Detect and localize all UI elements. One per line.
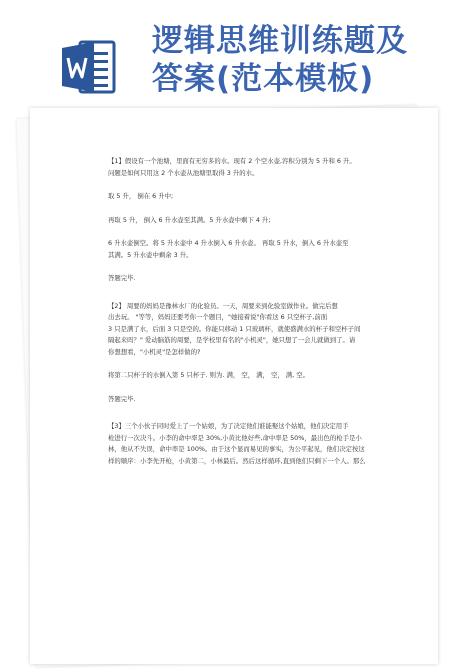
q1-step: 6 升水壶倒空。将 5 升水壶中 4 升水倒入 6 升水壶。 再取 5 升水，倒入 6 升水壶至	[108, 239, 349, 247]
q2-text: 出去玩。 "等等，妈妈还要考你一个题目，"她接着说"你看这 6 只空杯子,前面	[108, 313, 328, 321]
page-title	[152, 22, 470, 98]
q3-text: 枪进行一次决斗。小李的命中率是 30%,小黄比他好些,命中率是 50%，最出色的枪手是小	[108, 433, 362, 442]
q3-text: 样的顺序：小李先开枪，小黄第二，小林最后。然后这样循环,直到他们只剩下一个人。那么	[108, 456, 366, 465]
q1-done: 答题完毕.	[108, 274, 136, 282]
q2-text: 隔起来吗？" 爱动脑筋的周要，是学校里有名的"小机灵"，她只想了一会儿就做到了。请	[108, 336, 356, 344]
q1-text: 【1】假设有一个池塘，里面有无穷多的水。现有 2 个空水壶,容积分别为 5 升和 6 升。	[108, 157, 356, 165]
q1-step: 再取 5 升， 倒入 6 升水壶至其满。5 升水壶中剩下 4 升;	[108, 215, 271, 224]
q1-step: 取 5 升， 倒在 6 升中;	[108, 192, 174, 200]
title-line-1: 逻辑思维训练题及	[152, 23, 408, 59]
q2-text: 3 只是满了水，后面 3 只是空的。你能只移动 1 只玻璃杯，就使盛满水的杯子和空杯子间	[108, 324, 361, 333]
q2-text: 【2】 周要的妈妈是豫林水厂的化验员。一天，周要来到化验室做作业。做完后想	[108, 301, 338, 310]
q1-step: 其满。5 升水壶中剩余 3 升。	[108, 250, 193, 259]
q1-text: 问题是如何只用这 2 个水壶从池塘里取得 3 升的水。	[108, 168, 259, 177]
header	[0, 0, 474, 118]
q2-text: 你想想看，"小机灵"是怎样做的?	[108, 347, 201, 356]
document-content	[108, 156, 406, 467]
document-page	[30, 108, 438, 664]
word-document-icon	[60, 38, 118, 96]
q3-text: 林，他从不失误，命中率是 100%。由于这个显而易见的事实，为公平起见，他们决定按这	[108, 445, 365, 453]
q3-text: 【3】三个小伙子同时爱上了一个姑娘，为了决定他们谁能娶这个姑娘，他们决定用手	[108, 422, 349, 430]
q2-done: 答题完毕.	[108, 394, 136, 403]
title-line-2: 答案(范本模板)	[152, 61, 375, 97]
q2-answer: 将第二只杯子的水倒入第 5 只杯子. 则为. 满， 空， 满， 空， 满, 空。	[108, 371, 309, 379]
